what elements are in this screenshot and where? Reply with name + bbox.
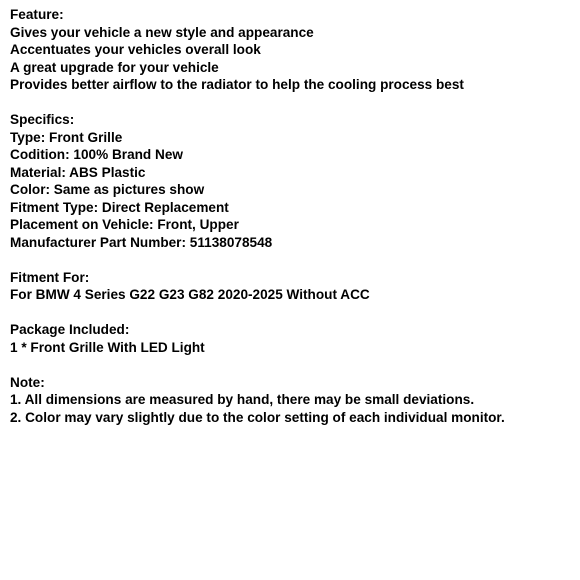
- specifics-item: Codition: 100% Brand New: [10, 147, 183, 162]
- section-spacer: [10, 304, 575, 322]
- package-heading: Package Included:: [10, 322, 130, 337]
- feature-item: Provides better airflow to the radiator to help the cooling process best: [10, 77, 464, 92]
- specifics-item: Material: ABS Plastic: [10, 164, 146, 180]
- product-description: [10, 6, 575, 426]
- specifics-item: Color: Same as pictures show: [10, 182, 205, 197]
- feature-item: Accentuates your vehicles overall look: [10, 42, 261, 57]
- note-item: 2. Color may vary slightly due to the color setting of each individual monitor.: [10, 409, 505, 425]
- fitment-heading: Fitment For:: [10, 269, 90, 285]
- note-heading: Note:: [10, 374, 45, 390]
- specifics-item: Placement on Vehicle: Front, Upper: [10, 217, 239, 232]
- fitment-item: For BMW 4 Series G22 G23 G82 2020-2025 Without ACC: [10, 287, 370, 302]
- fitment-section: [10, 269, 575, 304]
- package-section: [10, 321, 575, 356]
- package-item: 1 * Front Grille With LED Light: [10, 339, 205, 355]
- section-spacer: [10, 356, 575, 374]
- specifics-heading: Specifics:: [10, 112, 75, 127]
- feature-item: A great upgrade for your vehicle: [10, 59, 219, 75]
- specifics-item: Fitment Type: Direct Replacement: [10, 199, 229, 215]
- section-spacer: [10, 94, 575, 112]
- feature-section: [10, 6, 575, 94]
- note-item: 1. All dimensions are measured by hand, there may be small deviations.: [10, 392, 475, 407]
- specifics-section: [10, 111, 575, 251]
- feature-item: Gives your vehicle a new style and appearance: [10, 24, 314, 40]
- feature-heading: Feature:: [10, 7, 64, 22]
- specifics-item: Manufacturer Part Number: 51138078548: [10, 234, 273, 250]
- note-section: [10, 374, 575, 427]
- section-spacer: [10, 251, 575, 269]
- specifics-item: Type: Front Grille: [10, 129, 123, 145]
